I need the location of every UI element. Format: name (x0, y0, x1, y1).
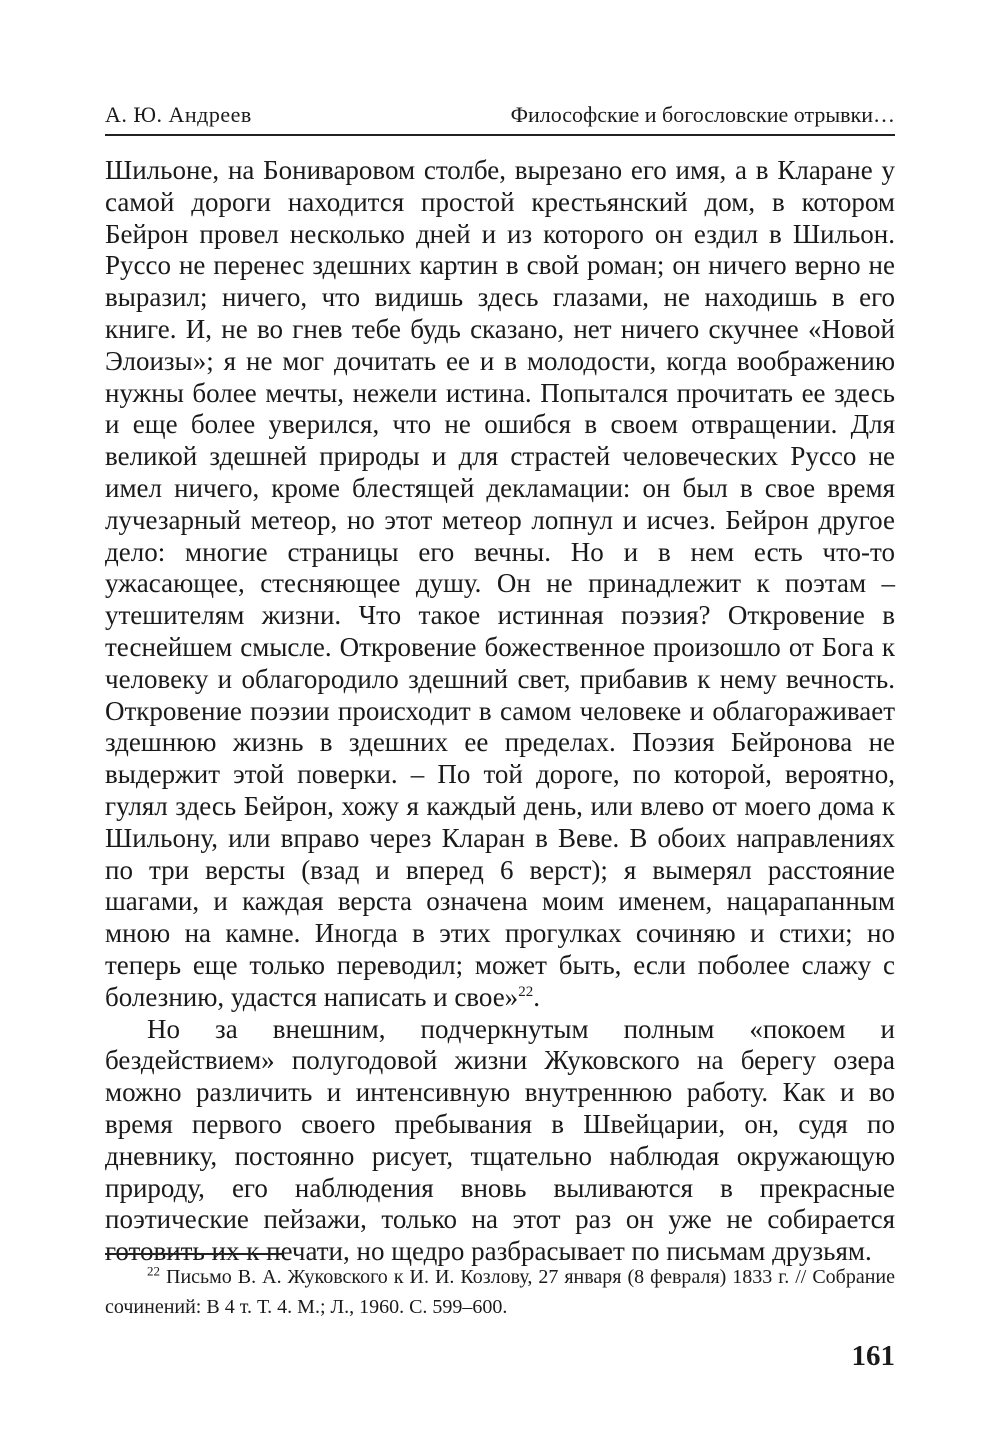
footnote-divider (105, 1253, 283, 1255)
header-author: А. Ю. Андреев (105, 102, 252, 127)
paragraph-1-text: Шильоне, на Бониваровом столбе, вырезано его имя, а в Кларане у самой дороги находится простой крестьянский дом, в котором Бейрон провел несколько дней и из которого он ездил в Шильон. Руссо не перенес здешних картин в свой роман; он ничего верно не выразил; ничего, что видишь здесь глазами, не находишь в его книге. И, не во гнев тебе будь сказано, нет ничего скучнее «Новой Элоизы»; я не мог дочитать ее и в молодости, когда воображению нужны более мечты, нежели истина. Попытался прочитать ее здесь и еще более уверился, что не ошибся в своем отвращении. Для великой здешней природы и для страстей человеческих Руссо не имел ничего, кроме блестящей декламации: он был в свое время лучезарный метеор, но этот метеор лопнул и исчез. Бейрон другое дело: многие страницы его вечны. Но и в нем есть что-то ужасающее, стесняющее душу. Он не принадлежит к поэтам – утешителям жизни. Что такое истинная поэзия? Откровение в теснейшем смысле. Откровение божественное произошло от Бога к человеку и облагородило здешний свет, прибавив к нему вечность. Откровение поэзии происходит в самом человеке и облагораживает здешнюю жизнь в здешних ее пределах. Поэзия Бейронова не выдержит этой поверки. – По той дороге, по которой, вероятно, гулял здесь Бейрон, хожу я каждый день, или влево от моего дома к Шильону, или вправо через Кларан в Веве. В обоих направлениях по три версты (взад и вперед 6 верст); я вымерял расстояние шагами, и каждая верста означена моим именем, нацарапанным мною на камне. Иногда в этих прогулках сочиняю и стихи; но теперь еще только переводил; может быть, если поболее слажу с болезнию, удастся написать и свое» (105, 155, 895, 1012)
footnote (105, 1262, 895, 1322)
page-number: 161 (851, 1340, 895, 1372)
main-text (105, 155, 895, 1268)
footnote-reference: 22 (518, 983, 534, 1000)
running-header (105, 100, 895, 136)
footnote-text: Письмо В. А. Жуковского к И. И. Козлову, 27 января (8 февраля) 1833 г. // Собрание сочинений: В 4 т. Т. 4. М.; Л., 1960. С. 599–600. (105, 1266, 896, 1318)
footnote-number: 22 (147, 1263, 160, 1279)
header-running-title: Философские и богословские отрывки… (510, 102, 895, 127)
paragraph-1: Шильоне, на Бониваровом столбе, вырезано его имя, а в Кларане у самой дороги находится простой крестьянский дом, в котором Бейрон провел несколько дней и из которого он ездил в Шильон. Руссо не перенес здешних картин в свой роман; он ничего верно не выразил; ничего, что видишь здесь глазами, не находишь в его книге. И, не во гнев тебе будь сказано, нет ничего скучнее «Новой Элоизы»; я не мог дочитать ее и в молодости, когда воображению нужны более мечты, нежели истина. Попытался прочитать ее здесь и еще более уверился, что не ошибся в своем отвращении. Для великой здешней природы и для страстей человеческих Руссо не имел ничего, кроме блестящей декламации: он был в свое время лучезарный метеор, но этот метеор лопнул и исчез. Бейрон другое дело: многие страницы его вечны. Но и в нем есть что-то ужасающее, стесняющее душу. Он не принадлежит к поэтам – утешителям жизни. Что такое истинная поэзия? Откровение в теснейшем смысле. Откровение божественное произошло от Бога к человеку и облагородило здешний свет, прибавив к нему вечность. Откровение поэзии происходит в самом человеке и облагораживает здешнюю жизнь в здешних ее пределах. Поэзия Бейронова не выдержит этой поверки. – По той дороге, по которой, вероятно, гулял здесь Бейрон, хожу я каждый день, или влево от моего дома к Шильону, или вправо через Кларан в Веве. В обоих направлениях по три версты (взад и вперед 6 верст); я вымерял расстояние шагами, и каждая верста означена моим именем, нацарапанным мною на камне. Иногда в этих прогулках сочиняю и стихи; но теперь еще только переводил; может быть, если поболее слажу с болезнию, удастся написать и свое»$^{22}$. (105, 155, 895, 1012)
paragraph-2: Но за внешним, подчеркнутым полным «покоем и бездействием» полугодовой жизни Жуковского на берегу озера можно различить и интенсивную внутреннюю работу. Как и во время первого своего пребывания в Швейцарии, он, судя по дневнику, постоянно рисует, тщательно наблюдая окружающую природу, его наблюдения вновь выливаются в прекрасные поэтические пейзажи, только на этот раз он уже не собирается готовить их к печати, но щедро разбрасывает по письмам друзьям. (105, 1013, 895, 1267)
footnote-22 (105, 1262, 895, 1322)
